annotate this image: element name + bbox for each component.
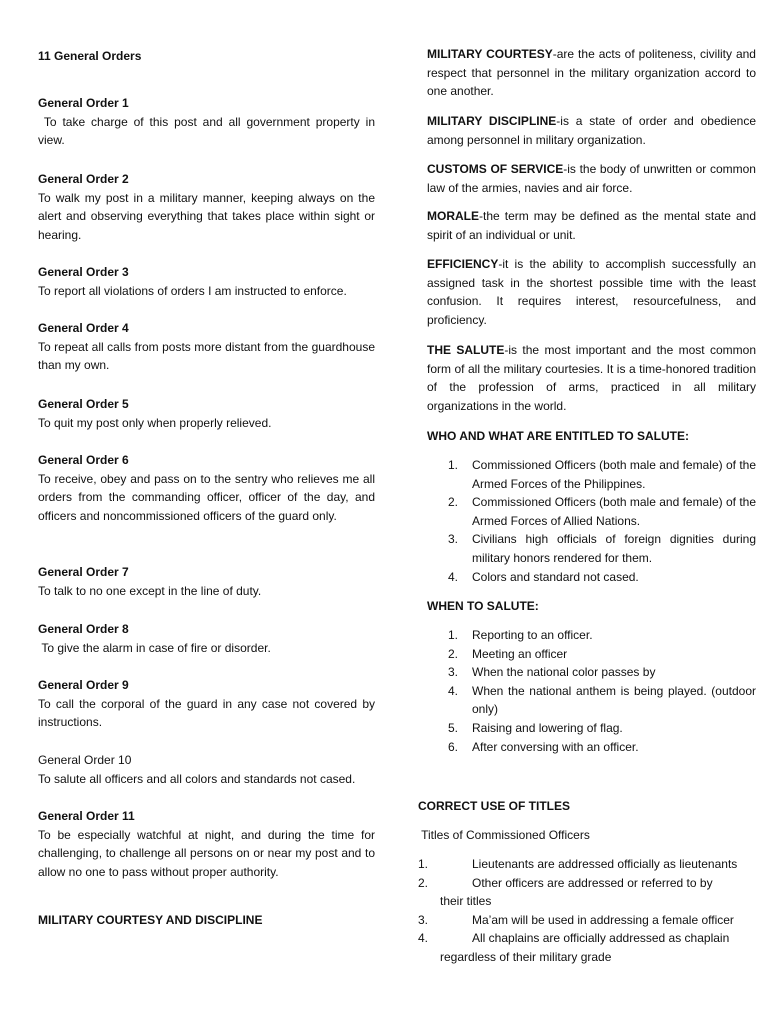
when-list <box>427 626 756 756</box>
general-order-heading: General Order 11 <box>38 809 135 823</box>
list-item <box>427 568 756 587</box>
general-order-5 <box>38 395 375 432</box>
general-order-text: To repeat all calls from posts more distant from the guardhouse than my own. <box>38 339 375 373</box>
list-text: Lieutenants are addressed officially as lieutenants <box>472 857 738 871</box>
list-item <box>427 682 756 719</box>
list-text: Ma’am will be used in addressing a female officer <box>472 912 734 927</box>
general-order-heading: General Order 1 <box>38 96 129 110</box>
general-order-heading: General Order 5 <box>38 397 129 411</box>
general-order-text: To quit my post only when properly relieved. <box>38 415 272 430</box>
list-text: Reporting to an officer. <box>472 628 593 642</box>
general-order-heading: General Order 4 <box>38 321 129 335</box>
general-order-heading: General Order 7 <box>38 565 129 579</box>
list-number: 1. <box>448 628 459 642</box>
general-order-2 <box>38 170 375 244</box>
page-title: 11 General Orders <box>38 49 142 63</box>
list-text: Civilians high officials of foreign dignities during military honors rendered for them. <box>472 532 756 565</box>
when-heading: WHEN TO SALUTE: <box>427 599 539 613</box>
list-item <box>427 493 756 530</box>
list-number: 3. <box>448 532 459 547</box>
titles-subheading: Titles of Commissioned Officers <box>418 828 590 842</box>
definition-term: MORALE <box>427 209 479 223</box>
list-number: 2. <box>448 495 459 510</box>
list-text: Other officers are addressed or referred to by <box>472 875 713 890</box>
list-item <box>418 929 756 966</box>
list-item <box>427 626 756 645</box>
general-order-10 <box>38 751 375 788</box>
list-number: 4. <box>448 569 459 584</box>
general-order-text: To give the alarm in case of fire or disorder. <box>38 640 271 655</box>
general-order-text: To talk to no one except in the line of duty. <box>38 583 262 598</box>
list-item <box>427 719 756 738</box>
general-order-text: To salute all officers and all colors and standards not cased. <box>38 771 356 786</box>
definition-term: CUSTOMS OF SERVICE <box>427 162 564 176</box>
definition-term: MILITARY COURTESY <box>427 47 553 61</box>
definition-efficiency <box>427 255 756 329</box>
list-item <box>427 530 756 567</box>
list-number: 2. <box>418 875 429 890</box>
general-order-text: To receive, obey and pass on to the sentry who relieves me all orders from the commanding officer, officer of the day, and officers and noncommissioned officers of the guard only. <box>38 471 375 523</box>
list-item <box>427 738 756 757</box>
list-text: Commissioned Officers (both male and female) of the Armed Forces of Allied Nations. <box>472 495 756 528</box>
list-number: 1. <box>418 857 429 871</box>
list-number: 4. <box>418 931 429 946</box>
general-order-3 <box>38 263 375 300</box>
general-order-text: To take charge of this post and all government property in view. <box>38 114 379 148</box>
list-number: 6. <box>448 739 459 754</box>
general-order-11 <box>38 807 375 881</box>
general-order-4 <box>38 319 375 375</box>
general-order-heading: General Order 3 <box>38 265 129 279</box>
definition-military-discipline <box>427 112 756 149</box>
entitled-list <box>427 456 756 586</box>
general-order-heading: General Order 9 <box>38 678 129 692</box>
list-text: Commissioned Officers (both male and female) of the Armed Forces of the Philippines. <box>472 458 756 491</box>
definition-morale <box>427 207 756 244</box>
titles-heading: CORRECT USE OF TITLES <box>418 799 571 813</box>
list-text-continued: their titles <box>440 894 492 909</box>
list-number: 5. <box>448 720 459 735</box>
general-order-6 <box>38 451 375 525</box>
general-order-text: To walk my post in a military manner, keeping always on the alert and observing everything that takes place within sight or hearing. <box>38 190 375 242</box>
list-item <box>418 874 756 911</box>
titles-list <box>418 855 756 967</box>
list-item <box>427 663 756 682</box>
general-order-text: To be especially watchful at night, and during the time for challenging, to challenge all persons on or near my post and to allow no one to pass without proper authority. <box>38 827 375 879</box>
general-order-7 <box>38 563 375 600</box>
general-order-8 <box>38 620 375 657</box>
general-order-heading: General Order 6 <box>38 453 129 467</box>
list-item <box>418 855 756 874</box>
general-order-9 <box>38 676 375 732</box>
list-item <box>427 645 756 664</box>
list-number: 2. <box>448 646 459 661</box>
list-number: 3. <box>418 912 429 927</box>
definition-text: -is the body of unwritten or common law of the armies, navies and air force. <box>427 162 756 195</box>
definition-term: THE SALUTE <box>427 343 505 357</box>
list-item <box>418 911 756 930</box>
general-order-1 <box>38 94 379 150</box>
list-number: 3. <box>448 665 459 680</box>
list-number: 1. <box>448 458 459 472</box>
list-text-continued: regardless of their military grade <box>440 949 612 964</box>
definition-customs-of-service <box>427 160 756 197</box>
list-text: Raising and lowering of flag. <box>472 720 623 735</box>
list-text: Meeting an officer <box>472 646 568 661</box>
general-order-text: To report all violations of orders I am instructed to enforce. <box>38 283 347 298</box>
list-text: After conversing with an officer. <box>472 739 639 754</box>
list-number: 4. <box>448 683 459 698</box>
list-text: When the national anthem is being played. (outdoor only) <box>472 683 756 717</box>
definition-term: EFFICIENCY <box>427 257 499 271</box>
general-order-heading: General Order 2 <box>38 172 129 186</box>
entitled-heading: WHO AND WHAT ARE ENTITLED TO SALUTE: <box>427 429 689 443</box>
definition-text: -is a state of order and obedience among personnel in military organization. <box>427 114 756 147</box>
list-item <box>427 456 756 493</box>
definition-military-courtesy <box>427 45 756 101</box>
definition-text: -the term may be defined as the mental state and spirit of an individual or unit. <box>427 209 756 242</box>
definition-text: -is the most important and the most common form of all the military courtesies. It is a time-honored tradition of the profession of arms, practiced in all military organizations in the world. <box>427 343 756 413</box>
list-text: Colors and standard not cased. <box>472 569 639 584</box>
definition-text: -it is the ability to accomplish successfully an assigned task in the shortest possible time with the least confusion. It requires interest, resourcefulness, and proficiency. <box>427 257 756 327</box>
general-order-heading: General Order 10 <box>38 753 132 767</box>
list-text: All chaplains are officially addressed as chaplain <box>472 931 730 946</box>
definition-term: MILITARY DISCIPLINE <box>427 114 557 128</box>
definition-the-salute <box>427 341 756 415</box>
section-heading: MILITARY COURTESY AND DISCIPLINE <box>38 913 263 927</box>
list-text: When the national color passes by <box>472 665 656 680</box>
general-order-text: To call the corporal of the guard in any case not covered by instructions. <box>38 696 375 730</box>
definition-text: -are the acts of politeness, civility and respect that personnel in the military organization accord to one another. <box>427 47 756 99</box>
general-order-heading: General Order 8 <box>38 622 129 636</box>
